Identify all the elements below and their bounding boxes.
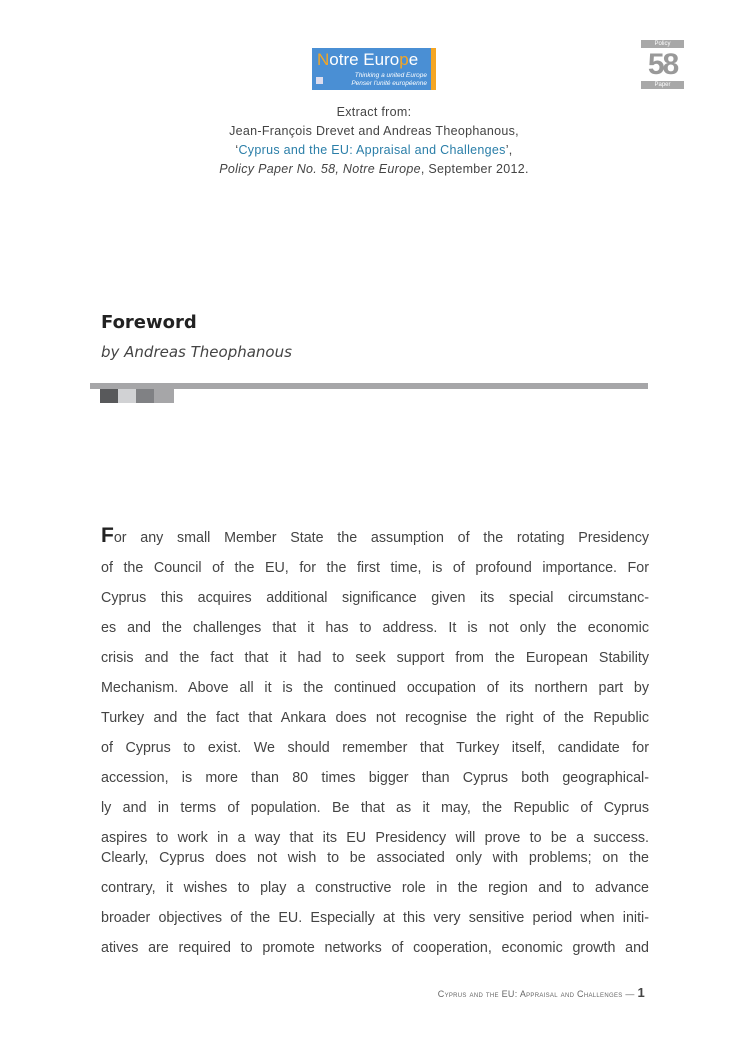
decor-square: [154, 389, 174, 403]
page-number: 1: [637, 985, 645, 1000]
text-line: Turkey and the fact that Ankara does not recognise the right of the Republic: [101, 710, 649, 726]
section-title: Foreword: [101, 312, 197, 333]
notre-europe-logo: Notre Europe Thinking a united Europe Penser l'unité européenne: [312, 48, 436, 90]
decor-square: [118, 389, 136, 403]
section-author: by Andreas Theophanous: [101, 343, 292, 361]
text-line: broader objectives of the EU. Especially at this very sensitive period when initi-: [101, 910, 649, 926]
text-line: Cyprus this acquires additional significance given its special circumstanc-: [101, 590, 649, 606]
drop-cap: F: [101, 524, 114, 547]
text-line: contrary, it wishes to play a constructive role in the region and to advance: [101, 880, 649, 896]
flag-icon: [316, 77, 323, 84]
text-line: aspires to work in a way that its EU Presidency will prove to be a success.: [101, 830, 649, 846]
paragraph-1: [101, 523, 649, 853]
decor-square: [136, 389, 154, 403]
paper-title-link[interactable]: Cyprus and the EU: Appraisal and Challenges: [238, 143, 506, 157]
text-line: atives are required to promote networks of cooperation, economic growth and: [101, 940, 649, 956]
text-line: crisis and the fact that it had to seek support from the European Stability: [101, 650, 649, 666]
text-line: For any small Member State the assumption of the rotating Presidency: [101, 524, 649, 547]
text-line: ly and in terms of population. Be that as it may, the Republic of Cyprus: [101, 800, 649, 816]
paragraph-2: [101, 843, 649, 963]
extract-citation: Extract from: Jean-François Drevet and Andreas Theophanous, ‘Cyprus and the EU: Appraisal and Challenges’, Policy Paper No. 58, Notre Europe, September 2012.: [219, 105, 529, 176]
text-line: of the Council of the EU, for the first time, is of profound importance. For: [101, 560, 649, 576]
text-line: Mechanism. Above all it is the continued occupation of its northern part by: [101, 680, 649, 696]
text-line: Clearly, Cyprus does not wish to be associated only with problems; on the: [101, 850, 649, 866]
text-line: accession, is more than 80 times bigger than Cyprus both geographical-: [101, 770, 649, 786]
text-line: es and the challenges that it has to address. It is not only the economic: [101, 620, 649, 636]
page-footer: Cyprus and the EU: Appraisal and Challenges — 1: [437, 985, 645, 1000]
policy-paper-badge: Policy 58 Paper: [641, 40, 684, 89]
text-line: of Cyprus to exist. We should remember that Turkey itself, candidate for: [101, 740, 649, 756]
decor-square: [100, 389, 118, 403]
